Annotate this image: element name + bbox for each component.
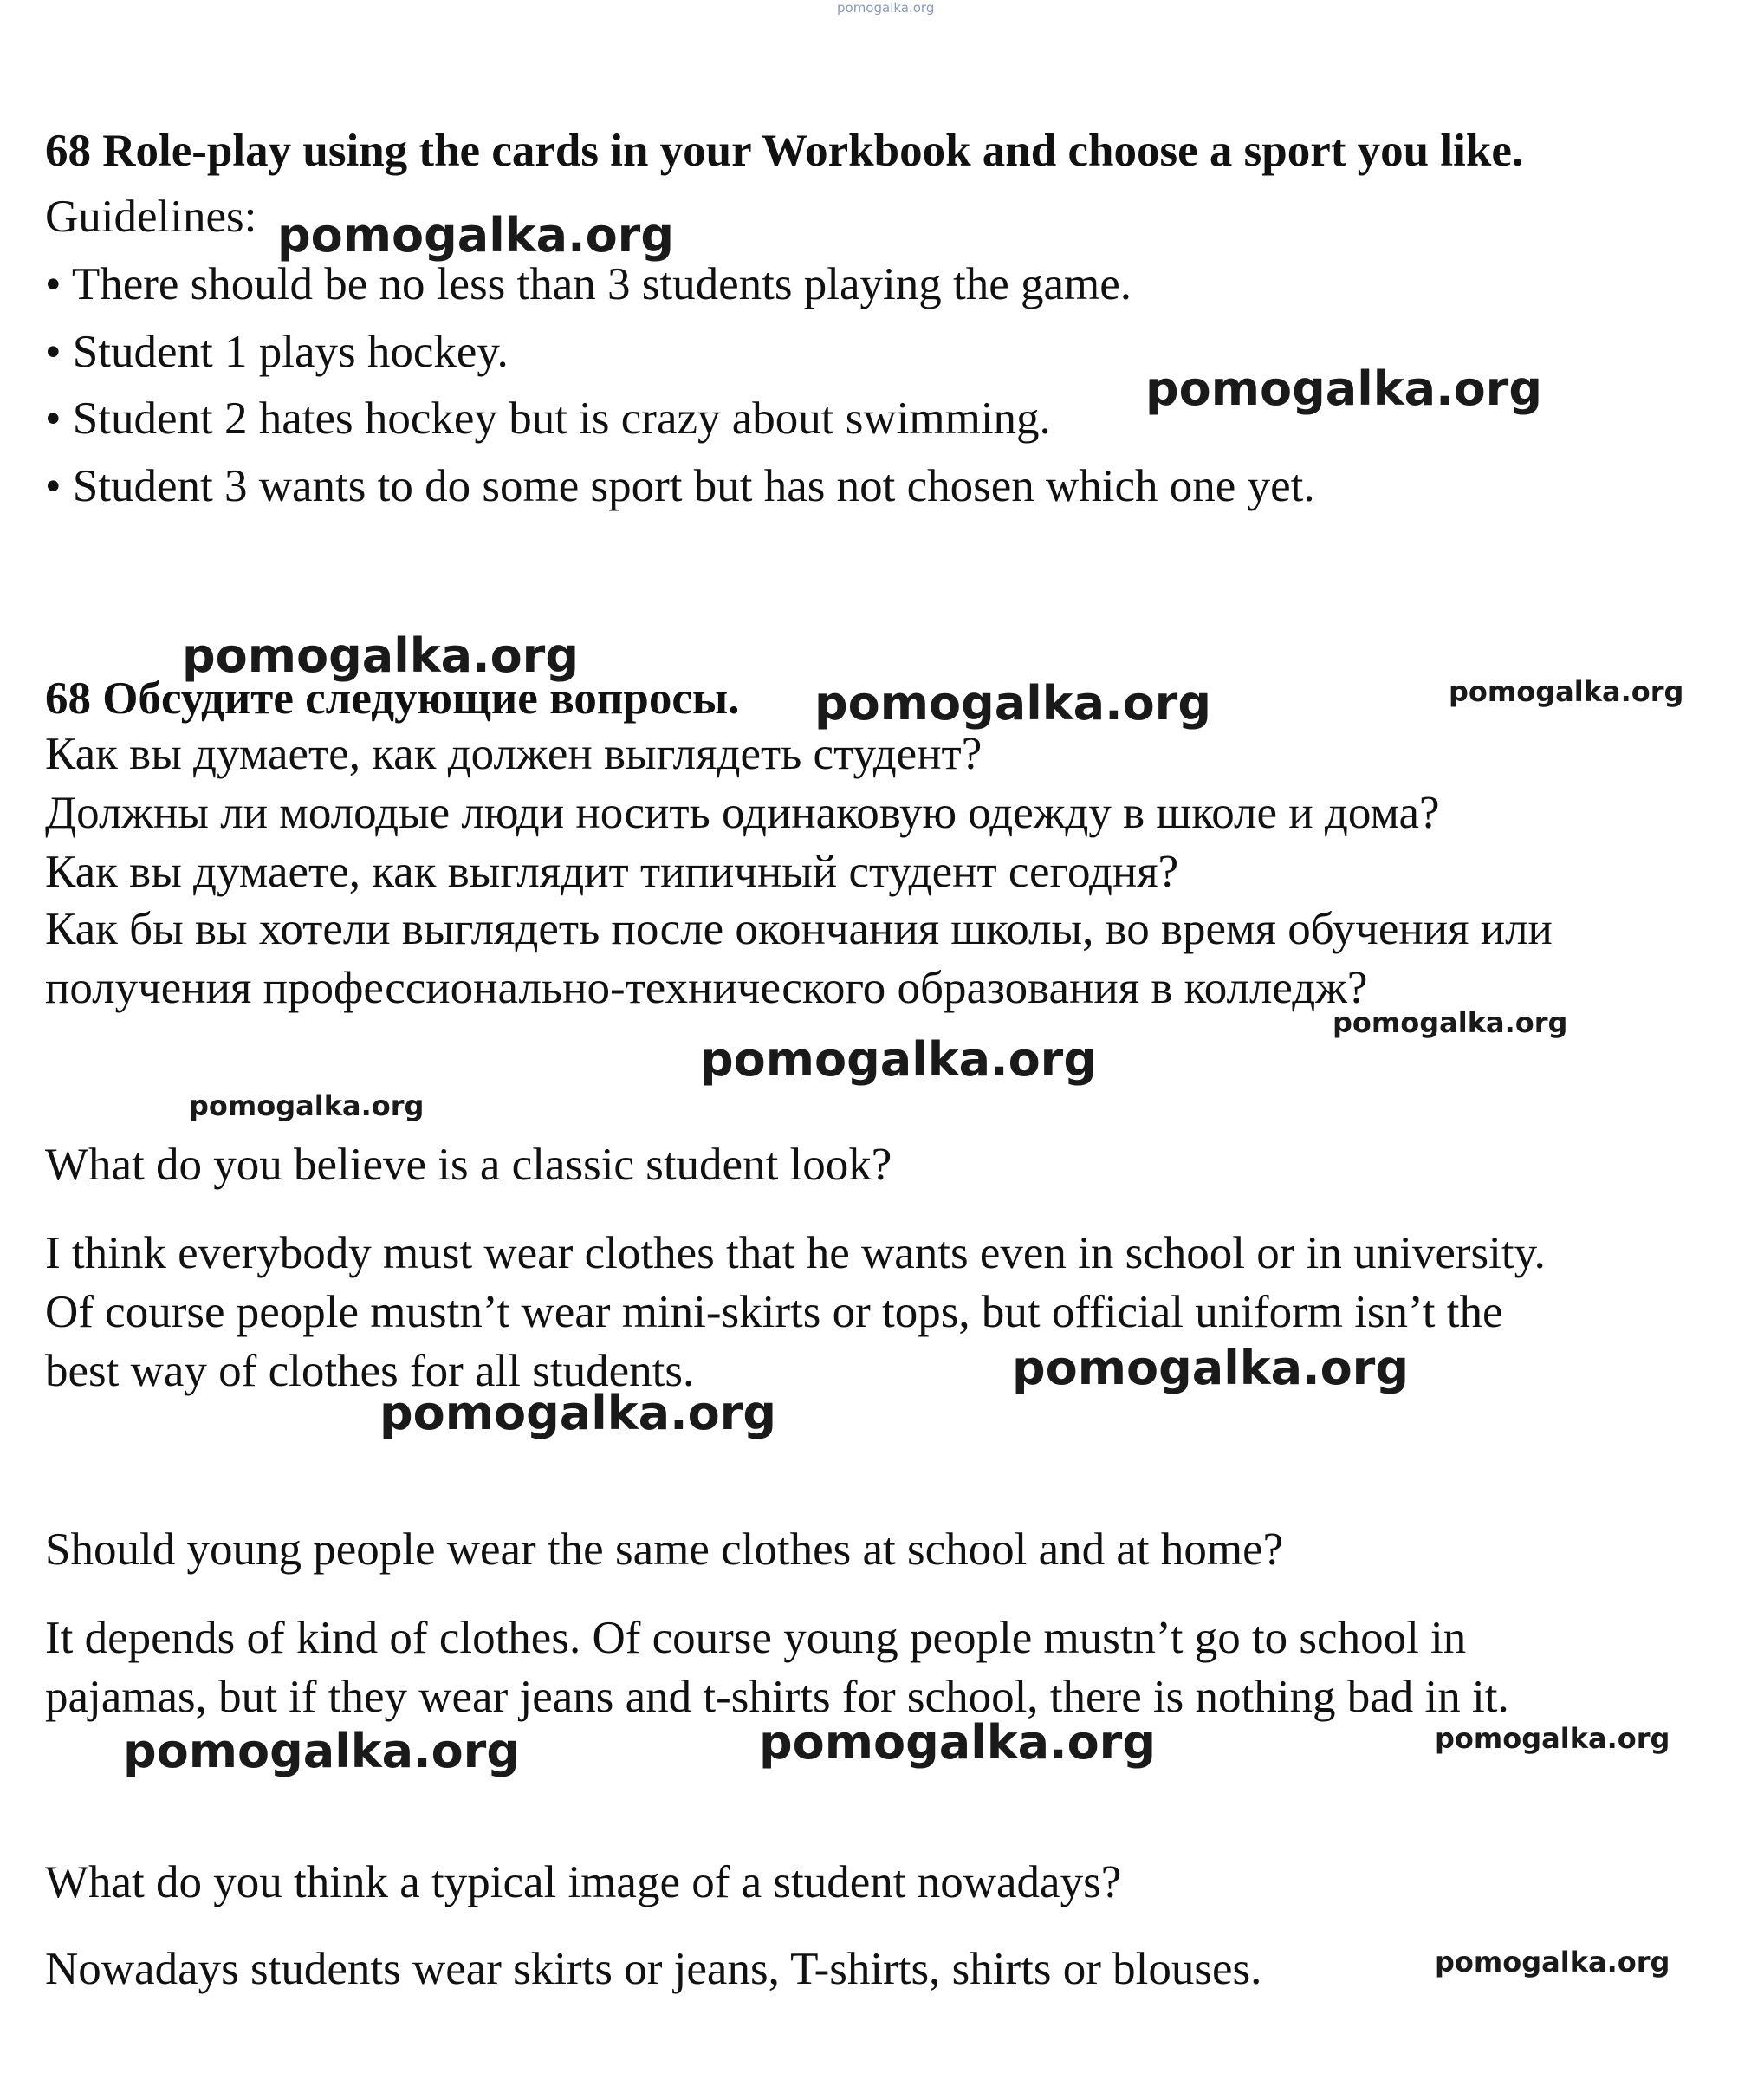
watermark: pomogalka.org xyxy=(1435,1722,1670,1755)
qa-question: Should young people wear the same clothes at school and at home? xyxy=(45,1524,1284,1575)
qa-answer-line: Of course people mustn’t wear mini-skirts or tops, but official uniform isn’t the xyxy=(45,1287,1503,1337)
bullet-item: • Student 2 hates hockey but is crazy about swimming. xyxy=(45,393,1051,444)
watermark: pomogalka.org xyxy=(1435,1946,1670,1979)
qa-answer-line: I think everybody must wear clothes that he wants even in school or in university. xyxy=(45,1228,1546,1278)
watermark: pomogalka.org xyxy=(1333,1006,1568,1039)
watermark: pomogalka.org xyxy=(379,1386,776,1440)
top-watermark: pomogalka.org xyxy=(837,0,935,16)
question-ru: Как вы думаете, как выглядит типичный студент сегодня? xyxy=(45,847,1179,897)
watermark: pomogalka.org xyxy=(123,1724,520,1778)
watermark: pomogalka.org xyxy=(277,208,674,263)
watermark: pomogalka.org xyxy=(1449,675,1684,708)
watermark: pomogalka.org xyxy=(759,1715,1156,1770)
watermark: pomogalka.org xyxy=(189,1089,425,1122)
watermark: pomogalka.org xyxy=(1012,1341,1409,1395)
watermark: pomogalka.org xyxy=(700,1032,1097,1087)
watermark: pomogalka.org xyxy=(1145,361,1542,416)
qa-answer-line: best way of clothes for all students. xyxy=(45,1346,695,1396)
qa-question: What do you think a typical image of a student nowadays? xyxy=(45,1857,1122,1907)
qa-answer-line: It depends of kind of clothes. Of course young people mustn’t go to school in xyxy=(45,1613,1467,1663)
watermark: pomogalka.org xyxy=(182,628,579,683)
section1-heading: 68 Role-play using the cards in your Workbook and choose a sport you like. xyxy=(45,126,1524,176)
guidelines-label: Guidelines: xyxy=(45,192,257,242)
question-ru: Должны ли молодые люди носить одинаковую одежду в школе и дома? xyxy=(45,788,1440,838)
bullet-item: • There should be no less than 3 students playing the game. xyxy=(45,259,1132,309)
qa-answer-line: Nowadays students wear skirts or jeans, T-shirts, shirts or blouses. xyxy=(45,1944,1262,1994)
section2-heading: 68 Обсудите следующие вопросы. xyxy=(45,673,740,724)
bullet-item: • Student 1 plays hockey. xyxy=(45,327,509,377)
bullet-item: • Student 3 wants to do some sport but has not chosen which one yet. xyxy=(45,461,1315,511)
qa-answer-line: pajamas, but if they wear jeans and t-shirts for school, there is nothing bad in it. xyxy=(45,1672,1509,1722)
question-ru: Как вы думаете, как должен выглядеть студент? xyxy=(45,729,983,779)
watermark: pomogalka.org xyxy=(814,676,1211,731)
question-ru: получения профессионально-технического образования в колледж? xyxy=(45,963,1368,1013)
qa-question: What do you believe is a classic student look? xyxy=(45,1140,892,1190)
question-ru: Как бы вы хотели выглядеть после окончания школы, во время обучения или xyxy=(45,904,1553,954)
